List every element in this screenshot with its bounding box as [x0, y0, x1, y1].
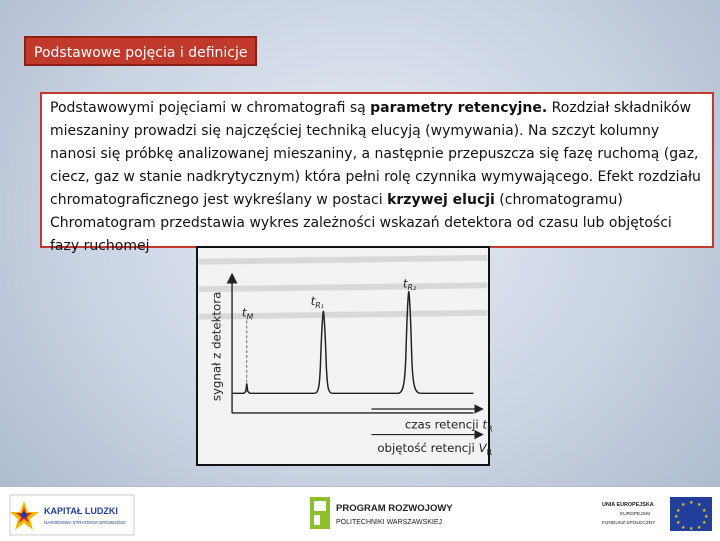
svg-text:★: ★: [702, 520, 707, 526]
chromatogram-figure: [196, 246, 493, 466]
eu-flag-icon: [670, 497, 712, 532]
svg-text:★: ★: [681, 525, 686, 531]
svg-text:PROGRAM ROZWOJOWY: PROGRAM ROZWOJOWY: [336, 503, 453, 514]
peak-label-tr1: $t_{R_1}$: [310, 293, 324, 310]
y-axis-label: sygnał z detektora: [209, 291, 224, 402]
svg-text:★: ★: [704, 514, 709, 520]
term-retention-parameters: parametry retencyjne.: [370, 100, 548, 116]
svg-text:KAPITAŁ LUDZKI: KAPITAŁ LUDZKI: [44, 506, 118, 516]
svg-text:★: ★: [681, 502, 686, 508]
pw-emblem-icon: [310, 497, 330, 529]
chromatogram-curve: [232, 291, 474, 393]
definition-text-box: [40, 92, 714, 254]
svg-text:★: ★: [676, 520, 681, 526]
x-axis-label-volume: objętość retencji $V_R$: [377, 441, 493, 458]
svg-text:FUNDUSZ SPOŁECZNY: FUNDUSZ SPOŁECZNY: [602, 521, 656, 526]
chromatogram-svg: [198, 248, 493, 464]
peak-label-tr2: $t_{R_2}$: [402, 276, 417, 293]
svg-text:★: ★: [689, 500, 694, 506]
svg-text:★: ★: [697, 502, 702, 508]
svg-text:★: ★: [676, 508, 681, 514]
x-axis-label-time: czas retencji $t_R$: [404, 417, 493, 434]
footer-logos: [0, 486, 720, 541]
term-elution-curve: krzywej elucji: [387, 192, 495, 208]
svg-text:★: ★: [697, 525, 702, 531]
eu-logo: [596, 495, 714, 535]
svg-text:EUROPEJSKI: EUROPEJSKI: [620, 512, 651, 517]
peak-label-tm: $t_M$: [241, 305, 254, 322]
svg-text:UNIA EUROPEJSKA: UNIA EUROPEJSKA: [602, 502, 654, 508]
program-rozwojowy-logo: [308, 493, 458, 535]
text-part-2: Rozdział składników mieszaniny prowadzi się najczęściej techniką elucyją (wymywania). Na szczyt kolumny nanosi się próbkę analizowanej mieszaniny, a następnie przepuszcza się fazę ruchomą (gaz, ciecz, gaz w stanie nadkrytycznym) która pełni rolę czynnika wymywającego. Efekt rozdziału chromatograficznego jest wykreślany w postaci: [50, 100, 701, 208]
svg-text:★: ★: [674, 514, 679, 520]
text-part-1: Podstawowymi pojęciami w chromatografi są: [50, 100, 371, 116]
svg-text:NARODOWA STRATEGIA SPÓJNOŚCI: NARODOWA STRATEGIA SPÓJNOŚCI: [44, 520, 126, 525]
svg-text:★: ★: [702, 508, 707, 514]
slide-title: Podstawowe pojęcia i definicje: [24, 36, 257, 66]
text-part-3: (chromatogramu) Chromatogram przedstawia wykres zależności wskazań detektora od czasu lub objętości fazy ruchomej: [50, 192, 672, 254]
kapital-ludzki-logo: [10, 495, 134, 535]
svg-text:POLITECHNIKI WARSZAWSKIEJ: POLITECHNIKI WARSZAWSKIEJ: [336, 519, 443, 526]
svg-text:★: ★: [689, 526, 694, 532]
